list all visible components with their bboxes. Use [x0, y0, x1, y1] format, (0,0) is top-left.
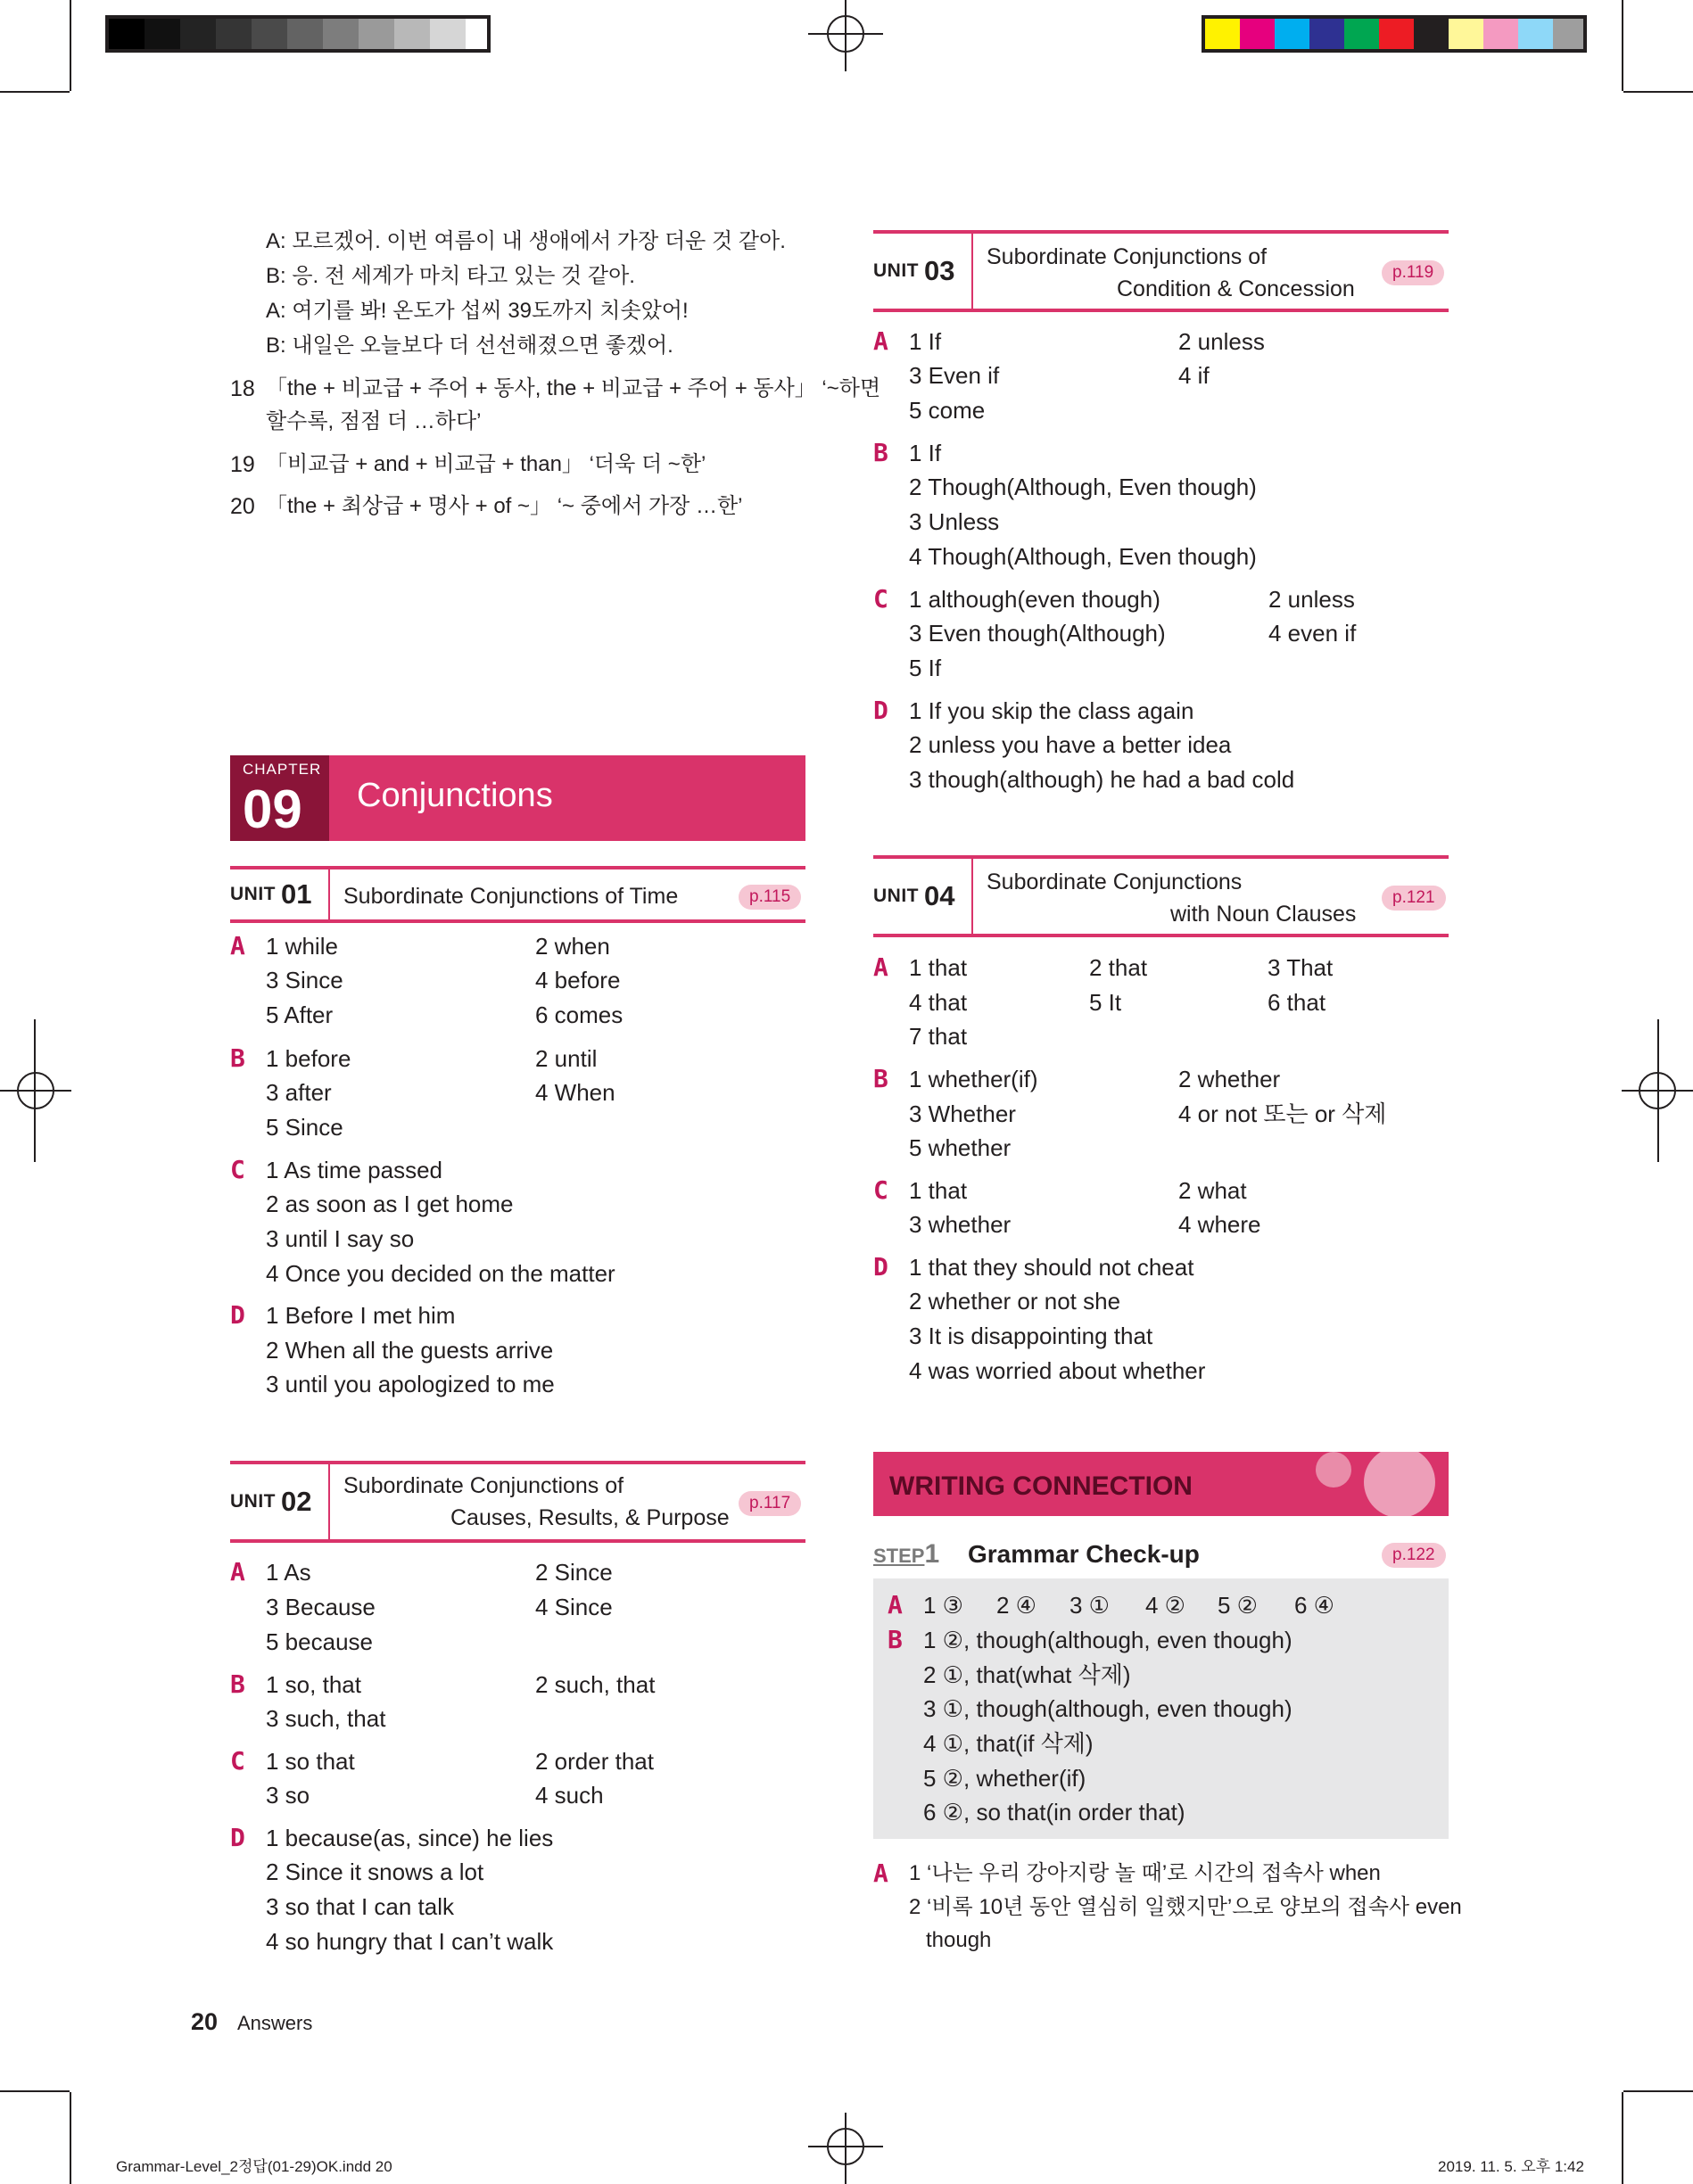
answer-item: 2 Since it snows a lot [266, 1858, 484, 1885]
answer-item: 5 Since [266, 1114, 343, 1141]
note-number: 18 [230, 376, 255, 401]
answer-item: 5 After [266, 1001, 334, 1028]
answer-item: 2 whether [1178, 1066, 1281, 1092]
answer-item: 4 ①, that(if 삭제) [923, 1730, 1094, 1757]
answer-item: 1 Before I met him [266, 1302, 456, 1329]
chapter-number: 09 [243, 779, 302, 839]
section-letter-d: D [873, 696, 888, 725]
answer-item: 3 whether [909, 1211, 1012, 1238]
decorative-circle [1364, 1452, 1435, 1516]
section-letter-c: C [873, 1175, 888, 1205]
answer-item: 4 When [535, 1079, 615, 1106]
registration-mark-icon [0, 1053, 75, 1128]
note-number: 19 [230, 452, 255, 477]
answer-item: 4 that [909, 989, 968, 1016]
section-letter-a: A [230, 931, 245, 960]
answer-item: 2 unless you have a better idea [909, 731, 1232, 758]
chapter-tag [230, 755, 329, 841]
answer-item: 2 as soon as I get home [266, 1191, 514, 1217]
answer-item: 1 If you skip the class again [909, 697, 1194, 724]
section-letter-b: B [873, 438, 888, 467]
note-text: 할수록, 점점 더 …하다’ [266, 409, 482, 433]
answer-item: 4 such [535, 1782, 604, 1809]
explanation-line: 1 ‘나는 우리 강아지랑 놀 때’로 시간의 접속사 when [909, 1861, 1381, 1885]
answer-item: 3 though(although) he had a bad cold [909, 766, 1295, 793]
answer-item: 5 come [909, 397, 986, 424]
unit-label: UNIT 02 [230, 1464, 330, 1539]
section-letter-d: D [230, 1823, 245, 1852]
answer-item: 5 because [266, 1628, 373, 1655]
answer-item: 2 until [535, 1045, 598, 1072]
answer-item: 3 Because [266, 1594, 376, 1620]
explanation-line: though [926, 1928, 992, 1952]
answer-item: 3 so [266, 1782, 310, 1809]
page-label: Answers [237, 2012, 313, 2034]
unit-title: Subordinate Conjunctions of Time [343, 884, 679, 909]
step-number: 1 [924, 1539, 940, 1569]
answer-item: 3 Since [266, 967, 343, 993]
registration-mark-icon [808, 2109, 883, 2184]
print-date: 2019. 11. 5. 오후 1:42 [1438, 2158, 1584, 2175]
file-info: Grammar-Level_2정답(01-29)OK.indd 20 [116, 2158, 392, 2175]
cmyk-color-bar [1202, 15, 1587, 53]
unit-header [230, 1461, 805, 1543]
crop-mark [70, 0, 71, 91]
unit-label: UNIT 03 [873, 234, 973, 309]
answer-item: 3 such, that [266, 1705, 386, 1732]
step-heading [873, 1539, 939, 1570]
dialogue-line: A: 모르겠어. 이번 여름이 내 생애에서 가장 더운 것 같아. [266, 229, 786, 253]
section-letter-b: B [230, 1669, 245, 1699]
answer-item: 5 ②, whether(if) [923, 1765, 1086, 1792]
answer-item: 1 that they should not cheat [909, 1254, 1194, 1281]
answer-item: 3 so that I can talk [266, 1893, 455, 1920]
answer-item: 4 or not 또는 or 삭제 [1178, 1100, 1387, 1127]
unit-title: Condition & Concession [1117, 276, 1355, 301]
section-letter-a: A [873, 952, 888, 982]
section-letter-a: A [230, 1557, 245, 1586]
unit-label: UNIT 04 [873, 859, 973, 934]
answer-item: 4 was worried about whether [909, 1357, 1206, 1384]
note-text: 「the + 최상급 + 명사 + of ~」 ‘~ 중에서 가장 …한’ [266, 494, 743, 518]
answer-item: 1 whether(if) [909, 1066, 1038, 1092]
section-letter-b: B [888, 1625, 903, 1654]
section-letter-c: C [230, 1746, 245, 1776]
unit-header [873, 855, 1449, 937]
chapter-label: CHAPTER [243, 761, 322, 778]
section-letter-b: B [230, 1043, 245, 1073]
answer-item: 1 that [909, 954, 968, 981]
answer-item: 7 that [909, 1023, 968, 1050]
answer-item: 1 As time passed [266, 1157, 442, 1183]
answer-item: 2 when [535, 933, 610, 960]
answer-item: 2 unless [1268, 586, 1355, 613]
unit-header [873, 230, 1449, 312]
chapter-banner [230, 755, 805, 841]
writing-connection-banner [873, 1452, 1449, 1516]
answer-item: 4 Once you decided on the matter [266, 1260, 615, 1287]
answer-item: 4 Since [535, 1594, 613, 1620]
answer-item: 1 so, that [266, 1671, 361, 1698]
unit-title: with Noun Clauses [1170, 902, 1357, 927]
unit-title: Subordinate Conjunctions of [987, 244, 1268, 269]
answer-item: 5 If [909, 655, 942, 681]
unit-title: Subordinate Conjunctions [987, 869, 1243, 894]
answer-item: 5 ② [1218, 1592, 1258, 1619]
page-reference-badge: p.121 [1382, 886, 1446, 911]
answer-item: 2 ①, that(what 삭제) [923, 1661, 1131, 1688]
answer-item: 1 before [266, 1045, 351, 1072]
answer-item: 2 ④ [996, 1592, 1036, 1619]
answer-item: 3 Even if [909, 362, 1000, 389]
answer-item: 6 comes [535, 1001, 624, 1028]
answer-item: 2 that [1089, 954, 1148, 981]
unit-header [230, 866, 805, 923]
answer-item: 3 Even though(Although) [909, 620, 1166, 647]
unit-title: Causes, Results, & Purpose [450, 1505, 730, 1530]
writing-connection-title: WRITING CONNECTION [889, 1471, 1193, 1501]
crop-mark [1622, 2092, 1623, 2184]
crop-mark [1623, 2090, 1693, 2092]
section-letter-a: A [888, 1590, 903, 1619]
answer-item: 1 As [266, 1559, 311, 1586]
answer-item: 2 order that [535, 1748, 654, 1775]
section-letter-a: A [873, 326, 888, 356]
dialogue-line: B: 내일은 오늘보다 더 선선해졌으면 좋겠어. [266, 334, 673, 358]
answer-item: 1 so that [266, 1748, 355, 1775]
crop-mark [70, 2092, 71, 2184]
answer-item: 2 Though(Although, Even though) [909, 474, 1257, 500]
dialogue-line: B: 응. 전 세계가 마치 타고 있는 것 같아. [266, 264, 635, 288]
crop-mark [1622, 0, 1623, 91]
unit-label: UNIT 01 [230, 869, 330, 919]
registration-mark-icon [1618, 1053, 1693, 1128]
step-word: STEP [873, 1545, 925, 1567]
explanation-line: 2 ‘비록 10년 동안 열심히 일했지만’으로 양보의 접속사 even [909, 1895, 1462, 1919]
answer-item: 1 ②, though(although, even though) [923, 1627, 1292, 1653]
section-letter-c: C [230, 1155, 245, 1184]
answer-item: 1 If [909, 440, 942, 466]
section-letter-d: D [230, 1300, 245, 1330]
answer-item: 6 that [1268, 989, 1326, 1016]
unit-title: Subordinate Conjunctions of [343, 1473, 624, 1498]
crop-mark [0, 91, 70, 93]
answer-item: 3 It is disappointing that [909, 1323, 1153, 1349]
section-letter-d: D [873, 1252, 888, 1282]
decorative-circle [1316, 1452, 1351, 1488]
answer-item: 4 Though(Although, Even though) [909, 543, 1257, 570]
step-title: Grammar Check-up [968, 1540, 1200, 1568]
answer-item: 2 Since [535, 1559, 613, 1586]
page-reference-badge: p.117 [739, 1491, 801, 1516]
registration-mark-icon [808, 0, 883, 75]
answer-item: 3 until you apologized to me [266, 1371, 555, 1397]
answer-item: 4 if [1178, 362, 1210, 389]
answer-item: 2 what [1178, 1177, 1247, 1204]
answer-item: 4 ② [1145, 1592, 1185, 1619]
section-letter-a: A [873, 1858, 888, 1888]
dialogue-line: A: 여기를 봐! 온도가 섭씨 39도까지 치솟았어! [266, 299, 689, 323]
crop-mark [0, 2090, 70, 2092]
answer-item: 6 ②, so that(in order that) [923, 1799, 1185, 1825]
answer-item: 2 such, that [535, 1671, 656, 1698]
answer-item: 2 When all the guests arrive [266, 1337, 554, 1364]
answer-item: 3 after [266, 1079, 332, 1106]
note-text: 「비교급 + and + 비교급 + than」 ‘더욱 더 ~한’ [266, 452, 706, 476]
answer-item: 4 even if [1268, 620, 1357, 647]
page-reference-badge: p.115 [739, 885, 801, 910]
answer-item: 1 because(as, since) he lies [266, 1825, 554, 1851]
answer-item: 4 so hungry that I can’t walk [266, 1928, 554, 1955]
answer-item: 4 before [535, 967, 621, 993]
note-text: 「the + 비교급 + 주어 + 동사, the + 비교급 + 주어 + 동사」 ‘~하면 [266, 376, 881, 400]
answer-item: 5 It [1089, 989, 1122, 1016]
answer-item: 1 that [909, 1177, 968, 1204]
grayscale-color-bar [105, 15, 491, 53]
section-letter-b: B [873, 1064, 888, 1093]
page-number: 20 [191, 2008, 219, 2035]
crop-mark [1623, 91, 1693, 93]
answer-item: 4 where [1178, 1211, 1261, 1238]
page-reference-badge: p.122 [1382, 1543, 1446, 1568]
answer-item: 3 Unless [909, 508, 1000, 535]
answer-item: 1 while [266, 933, 338, 960]
note-number: 20 [230, 494, 255, 519]
answer-item: 1 If [909, 328, 942, 355]
answer-item: 5 whether [909, 1134, 1012, 1161]
answer-item: 3 until I say so [266, 1225, 415, 1252]
answer-item: 6 ④ [1294, 1592, 1334, 1619]
answer-item: 3 Whether [909, 1100, 1016, 1127]
answer-item: 1 although(even though) [909, 586, 1160, 613]
answer-item: 2 whether or not she [909, 1288, 1121, 1315]
answer-item: 1 ③ [923, 1592, 963, 1619]
section-letter-c: C [873, 584, 888, 614]
answer-item: 3 ① [1069, 1592, 1110, 1619]
answer-item: 3 That [1268, 954, 1334, 981]
answer-item: 2 unless [1178, 328, 1265, 355]
answer-item: 3 ①, though(although, even though) [923, 1695, 1292, 1722]
chapter-title: Conjunctions [357, 777, 553, 814]
page-reference-badge: p.119 [1382, 260, 1444, 285]
